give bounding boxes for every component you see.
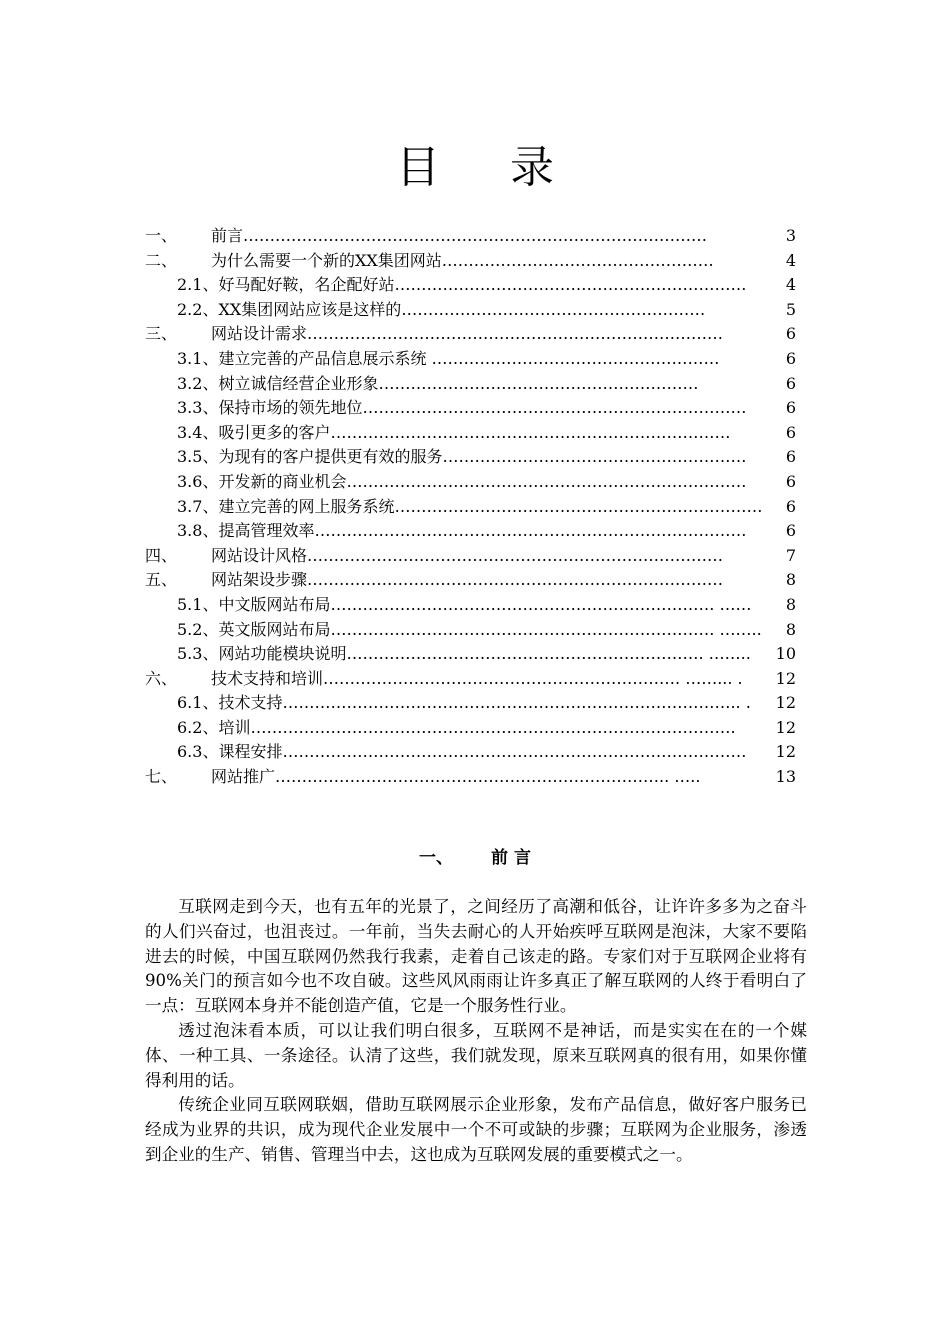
toc-entry bbox=[145, 273, 810, 298]
toc-entry-leader: ……………………………………………………………………… bbox=[314, 521, 747, 541]
toc-entry-leader: …………………………………………… bbox=[441, 250, 714, 270]
paragraph: 互联网走到今天，也有五年的光景了，之间经历了高潮和低谷，让许许多多为之奋斗的人们兴奋过，也沮丧过。一年前，当失去耐心的人开始疾呼互联网是泡沫，大家不要陷进去的时候，中国互联网仍然我行我素，走着自己该走的路。专家们对于互联网企业将有90%关门的预言如今也不攻自破。这些风风雨雨让许多真正了解互联网的人终于看明白了一点：互联网本身并不能创造产值，它是一个服务性行业。 bbox=[145, 897, 807, 1016]
toc-entry-page: 12 bbox=[775, 667, 796, 692]
toc-entry bbox=[145, 445, 810, 470]
toc-entry-leader: …………………………………………………………………… bbox=[307, 324, 724, 344]
toc-entry-number: 七、 bbox=[145, 767, 178, 787]
toc-entry-page: 4 bbox=[785, 273, 796, 298]
toc-entry-leader: ………………………………………………………… bbox=[394, 275, 747, 295]
toc-entry-page: 8 bbox=[785, 593, 796, 618]
toc-entry-label: 网站设计需求 bbox=[211, 324, 308, 344]
toc-entry-leader: ……………………………………………………………… bbox=[362, 398, 747, 418]
toc-entry bbox=[145, 618, 810, 643]
toc-entry-page: 5 bbox=[785, 298, 796, 323]
toc-entry-leader: ………………………………………………………………… bbox=[330, 422, 731, 442]
toc-entry-label: 网站推广 bbox=[211, 767, 276, 787]
toc-entry-page: 13 bbox=[775, 765, 796, 790]
section-title: 前 言 bbox=[491, 848, 531, 868]
section-body bbox=[145, 895, 807, 1168]
toc-entry-label: 2.1、好马配好鞍，名企配好站 bbox=[177, 275, 395, 295]
toc-entry bbox=[145, 716, 810, 741]
toc-entry-page: 6 bbox=[785, 495, 796, 520]
table-of-contents bbox=[145, 224, 810, 790]
toc-entry bbox=[145, 593, 810, 618]
paragraph: 透过泡沫看本质，可以让我们明白很多，互联网不是神话，而是实实在在的一个媒体、一种工具、一条途径。认清了这些，我们就发现，原来互联网真的很有用，如果你懂得利用的话。 bbox=[145, 1020, 807, 1090]
toc-entry-leader: …………………………………………………………………… bbox=[307, 570, 724, 590]
toc-entry-label: 3.7、建立完善的网上服务系统 bbox=[177, 496, 395, 516]
toc-entry-leader: ………………………………………………… bbox=[442, 447, 747, 467]
toc-entry-leader: …………………………………………………………… bbox=[394, 496, 763, 516]
toc-entry bbox=[145, 372, 810, 397]
toc-entry-label: 3.4、吸引更多的客户 bbox=[177, 422, 331, 442]
toc-entry bbox=[145, 347, 810, 372]
toc-entry-number: 四、 bbox=[145, 545, 178, 565]
toc-entry bbox=[145, 765, 810, 790]
toc-entry-leader: ………………………………………………………………………………. bbox=[250, 717, 736, 737]
toc-entry-label: 3.8、提高管理效率 bbox=[177, 521, 315, 541]
section-heading bbox=[0, 846, 950, 870]
toc-entry-page: 8 bbox=[785, 618, 796, 643]
toc-entry-leader: …………………………………………………………. ……... . bbox=[323, 668, 743, 688]
toc-entry-page: 6 bbox=[785, 372, 796, 397]
toc-entry-label: 前言 bbox=[211, 226, 244, 245]
toc-entry-leader: …………………………………………………………. …….. bbox=[346, 644, 751, 664]
section-number: 一、 bbox=[419, 848, 454, 868]
toc-entry-label: 3.5、为现有的客户提供更有效的服务 bbox=[177, 447, 443, 467]
toc-entry bbox=[145, 224, 810, 249]
toc-entry-page: 4 bbox=[785, 249, 796, 274]
toc-entry-leader: ………………………………………………………………… bbox=[346, 471, 747, 491]
toc-entry-label: 5.2、英文版网站布局 bbox=[177, 619, 331, 639]
toc-entry-page: 12 bbox=[775, 740, 796, 765]
toc-entry-number: 三、 bbox=[145, 324, 178, 344]
toc-entry-page: 6 bbox=[785, 396, 796, 421]
toc-entry bbox=[145, 740, 810, 765]
toc-entry-page: 7 bbox=[785, 544, 796, 569]
toc-entry-number: 一、 bbox=[145, 226, 178, 245]
toc-entry-page: 6 bbox=[785, 470, 796, 495]
toc-entry-leader: ……………………………………………………………….. ….. bbox=[275, 767, 701, 787]
toc-entry-label: 3.3、保持市场的领先地位 bbox=[177, 398, 363, 418]
toc-entry bbox=[145, 470, 810, 495]
toc-entry bbox=[145, 421, 810, 446]
toc-entry bbox=[145, 298, 810, 323]
toc-entry-label: 5.3、网站功能模块说明 bbox=[177, 644, 347, 664]
toc-entry-page: 6 bbox=[785, 445, 796, 470]
toc-entry bbox=[145, 249, 810, 274]
toc-entry-number: 二、 bbox=[145, 250, 178, 270]
toc-entry-number: 六、 bbox=[145, 668, 178, 688]
toc-entry bbox=[145, 396, 810, 421]
paragraph: 传统企业同互联网联姻，借助互联网展示企业形象，发布产品信息，做好客户服务已经成为业界的共识，成为现代企业发展中一个不可或缺的步骤；互联网为企业服务，渗透到企业的生产、销售、管理当中去，这也成为互联网发展的重要模式之一。 bbox=[145, 1095, 807, 1164]
toc-entry-page: 6 bbox=[785, 347, 796, 372]
toc-entry-label: 为什么需要一个新的XX集团网站 bbox=[211, 250, 442, 270]
toc-entry-leader: ……………………………………………… bbox=[426, 348, 720, 368]
toc-entry bbox=[145, 544, 810, 569]
toc-entry bbox=[145, 322, 810, 347]
toc-entry bbox=[145, 495, 810, 520]
toc-entry-label: 网站设计风格 bbox=[211, 545, 308, 565]
toc-entry-leader: ……………………………………………………………… …….. bbox=[330, 619, 762, 639]
toc-entry bbox=[145, 519, 810, 544]
toc-entry bbox=[145, 667, 810, 692]
toc-entry-page: 6 bbox=[785, 421, 796, 446]
toc-entry-label: 3.1、建立完善的产品信息展示系统 bbox=[177, 348, 427, 368]
toc-entry-label: 技术支持和培训 bbox=[211, 668, 324, 688]
toc-entry-leader: ………………………………………………………………………….. . bbox=[282, 693, 751, 713]
toc-entry-leader: …………………………………………………………………………… bbox=[243, 226, 708, 245]
toc-entry-page: 6 bbox=[785, 519, 796, 544]
toc-entry bbox=[145, 568, 810, 593]
toc-entry-leader: …………………………………………………… bbox=[378, 373, 699, 393]
toc-entry-page: 12 bbox=[775, 691, 796, 716]
toc-entry-label: 6.1、技术支持 bbox=[177, 693, 283, 713]
toc-entry-page: 10 bbox=[775, 642, 796, 667]
toc-entry-label: 6.3、课程安排 bbox=[177, 742, 283, 762]
toc-entry-label: 网站架设步骤 bbox=[211, 570, 308, 590]
toc-entry-label: 5.1、中文版网站布局 bbox=[177, 594, 331, 614]
toc-entry-label: 3.2、树立诚信经营企业形象 bbox=[177, 373, 379, 393]
toc-entry-page: 6 bbox=[785, 322, 796, 347]
toc-entry-page: 12 bbox=[775, 716, 796, 741]
toc-title: 目 录 bbox=[396, 142, 582, 193]
toc-entry-label: 6.2、培训 bbox=[177, 717, 251, 737]
toc-entry-number: 五、 bbox=[145, 570, 178, 590]
toc-entry-leader: ………………………………………………… bbox=[401, 299, 706, 319]
toc-entry-leader: …………………………………………………………………………… bbox=[282, 742, 747, 762]
toc-entry-leader: …………………………………………………………………… bbox=[307, 545, 724, 565]
toc-entry bbox=[145, 642, 810, 667]
toc-entry bbox=[145, 691, 810, 716]
toc-entry-page: 8 bbox=[785, 568, 796, 593]
toc-entry-page: 3 bbox=[785, 224, 796, 249]
toc-entry-label: 3.6、开发新的商业机会 bbox=[177, 471, 347, 491]
toc-entry-label: 2.2、XX集团网站应该是这样的 bbox=[177, 299, 402, 319]
toc-entry-leader: ……………………………………………………………… …… bbox=[330, 594, 752, 614]
